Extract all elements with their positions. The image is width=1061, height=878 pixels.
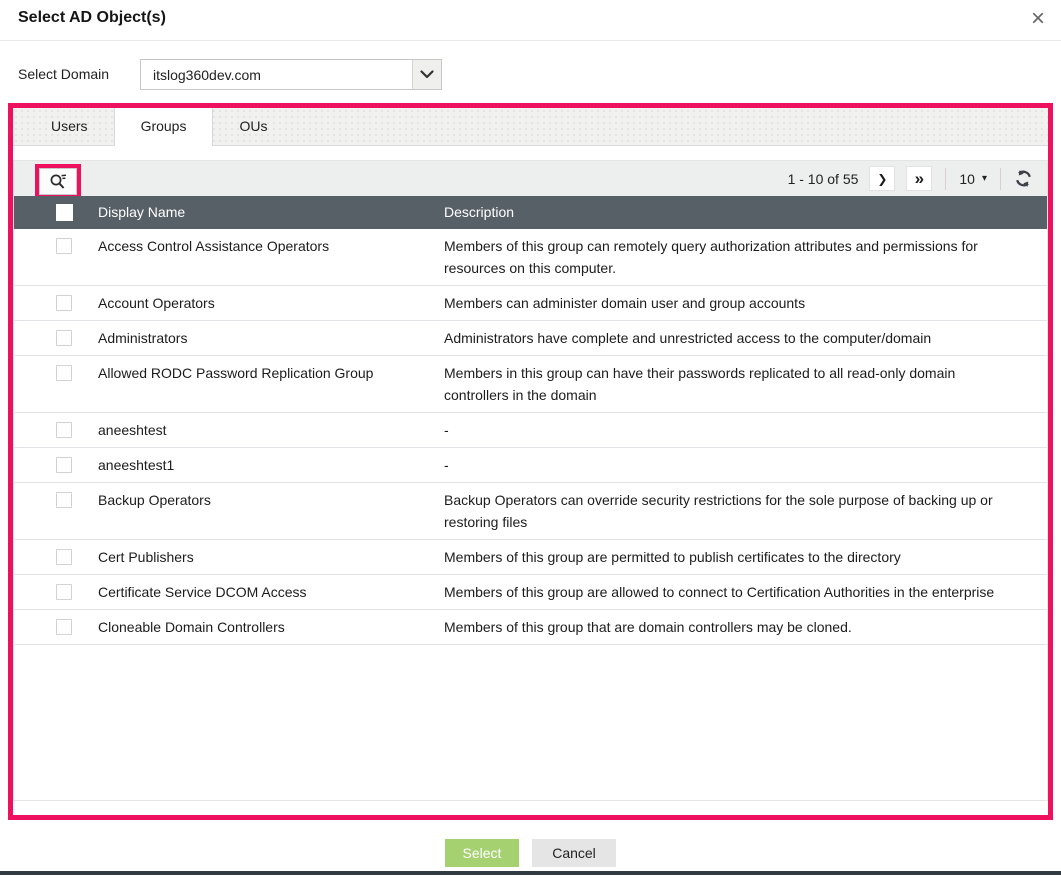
- table-row: [14, 610, 1047, 645]
- row-checkbox[interactable]: [56, 422, 72, 438]
- table-row: [14, 321, 1047, 356]
- select-all-checkbox[interactable]: [56, 204, 73, 221]
- last-page-button[interactable]: [906, 166, 932, 191]
- row-checkbox[interactable]: [56, 584, 72, 600]
- close-button[interactable]: [1031, 4, 1045, 34]
- display-name-cell: aneeshtest: [98, 422, 167, 438]
- next-page-button[interactable]: [869, 166, 895, 191]
- search-button[interactable]: [39, 168, 77, 195]
- toolbar-divider: [1000, 168, 1001, 190]
- row-checkbox[interactable]: [56, 330, 72, 346]
- highlight-box-search: [35, 164, 81, 199]
- display-name-cell: Certificate Service DCOM Access: [98, 584, 307, 600]
- description-cell: Members of this group are permitted to publish certificates to the directory: [444, 549, 901, 565]
- table-row: [14, 448, 1047, 483]
- table-row: [14, 575, 1047, 610]
- domain-select[interactable]: [140, 59, 442, 90]
- description-cell: -: [444, 457, 449, 473]
- row-checkbox[interactable]: [56, 457, 72, 473]
- row-checkbox[interactable]: [56, 619, 72, 635]
- select-button[interactable]: Select: [445, 839, 519, 867]
- description-cell: Members of this group are allowed to connect to Certification Authorities in the enterprise: [444, 584, 995, 600]
- table-row: [14, 229, 1047, 286]
- toolbar-divider: [945, 168, 946, 190]
- cancel-button[interactable]: Cancel: [532, 839, 616, 867]
- display-name-cell: Access Control Assistance Operators: [98, 238, 330, 254]
- search-filter-icon: [49, 173, 68, 190]
- description-cell: Members in this group can have their passwords replicated to all read-only domain controllers in the domain: [444, 365, 956, 403]
- bottom-bar: [0, 871, 1061, 875]
- display-name-cell: Backup Operators: [98, 492, 211, 508]
- next-page-icon: ❯: [877, 171, 888, 186]
- last-page-icon: »: [914, 169, 925, 188]
- dialog-footer: [0, 839, 1061, 867]
- title-divider: [0, 40, 1061, 41]
- description-cell: Members can administer domain user and group accounts: [444, 295, 806, 311]
- description-cell: Members of this group can remotely query authorization attributes and permissions for resources on this computer.: [444, 238, 978, 276]
- table-row: [14, 413, 1047, 448]
- caret-down-icon: ▾: [981, 173, 987, 184]
- description-cell: Backup Operators can override security restrictions for the sole purpose of backing up or restoring files: [444, 492, 993, 530]
- display-name-cell: Allowed RODC Password Replication Group: [98, 365, 374, 381]
- chevron-down-icon: [412, 60, 441, 89]
- display-name-cell: Administrators: [98, 330, 188, 346]
- highlight-box-panel: [8, 103, 1053, 820]
- refresh-button[interactable]: [1014, 169, 1033, 188]
- display-name-cell: Cloneable Domain Controllers: [98, 619, 285, 635]
- pagination-count: 1 - 10 of 55: [787, 170, 859, 187]
- tab-groups[interactable]: Groups: [114, 108, 214, 146]
- table-body: [14, 229, 1047, 645]
- row-checkbox[interactable]: [56, 365, 72, 381]
- table-row: [14, 286, 1047, 321]
- close-icon: ×: [1030, 5, 1045, 32]
- table-header: [14, 196, 1047, 229]
- tab-ous[interactable]: OUs: [239, 118, 268, 134]
- domain-select-value: itslog360dev.com: [153, 66, 261, 83]
- display-name-cell: Cert Publishers: [98, 549, 194, 565]
- row-checkbox[interactable]: [56, 549, 72, 565]
- display-name-cell: aneeshtest1: [98, 457, 175, 473]
- select-domain-label: Select Domain: [18, 66, 110, 82]
- display-name-cell: Account Operators: [98, 295, 215, 311]
- column-header-description: Description: [444, 204, 515, 220]
- table-row: [14, 356, 1047, 413]
- row-checkbox[interactable]: [56, 295, 72, 311]
- table-row: [14, 540, 1047, 575]
- tab-bar: [13, 108, 1048, 146]
- page-size-value: 10: [959, 170, 975, 187]
- description-cell: Members of this group that are domain controllers may be cloned.: [444, 619, 852, 635]
- description-cell: Administrators have complete and unrestricted access to the computer/domain: [444, 330, 932, 346]
- groups-grid: [13, 160, 1048, 801]
- page-size-dropdown[interactable]: [959, 171, 987, 187]
- row-checkbox[interactable]: [56, 238, 72, 254]
- column-header-display-name: Display Name: [98, 204, 186, 220]
- dialog-title: Select AD Object(s): [18, 9, 166, 26]
- refresh-icon: [1014, 169, 1033, 188]
- description-cell: -: [444, 422, 449, 438]
- grid-toolbar: [14, 161, 1047, 196]
- table-row: [14, 483, 1047, 540]
- row-checkbox[interactable]: [56, 492, 72, 508]
- tab-users[interactable]: Users: [51, 118, 88, 134]
